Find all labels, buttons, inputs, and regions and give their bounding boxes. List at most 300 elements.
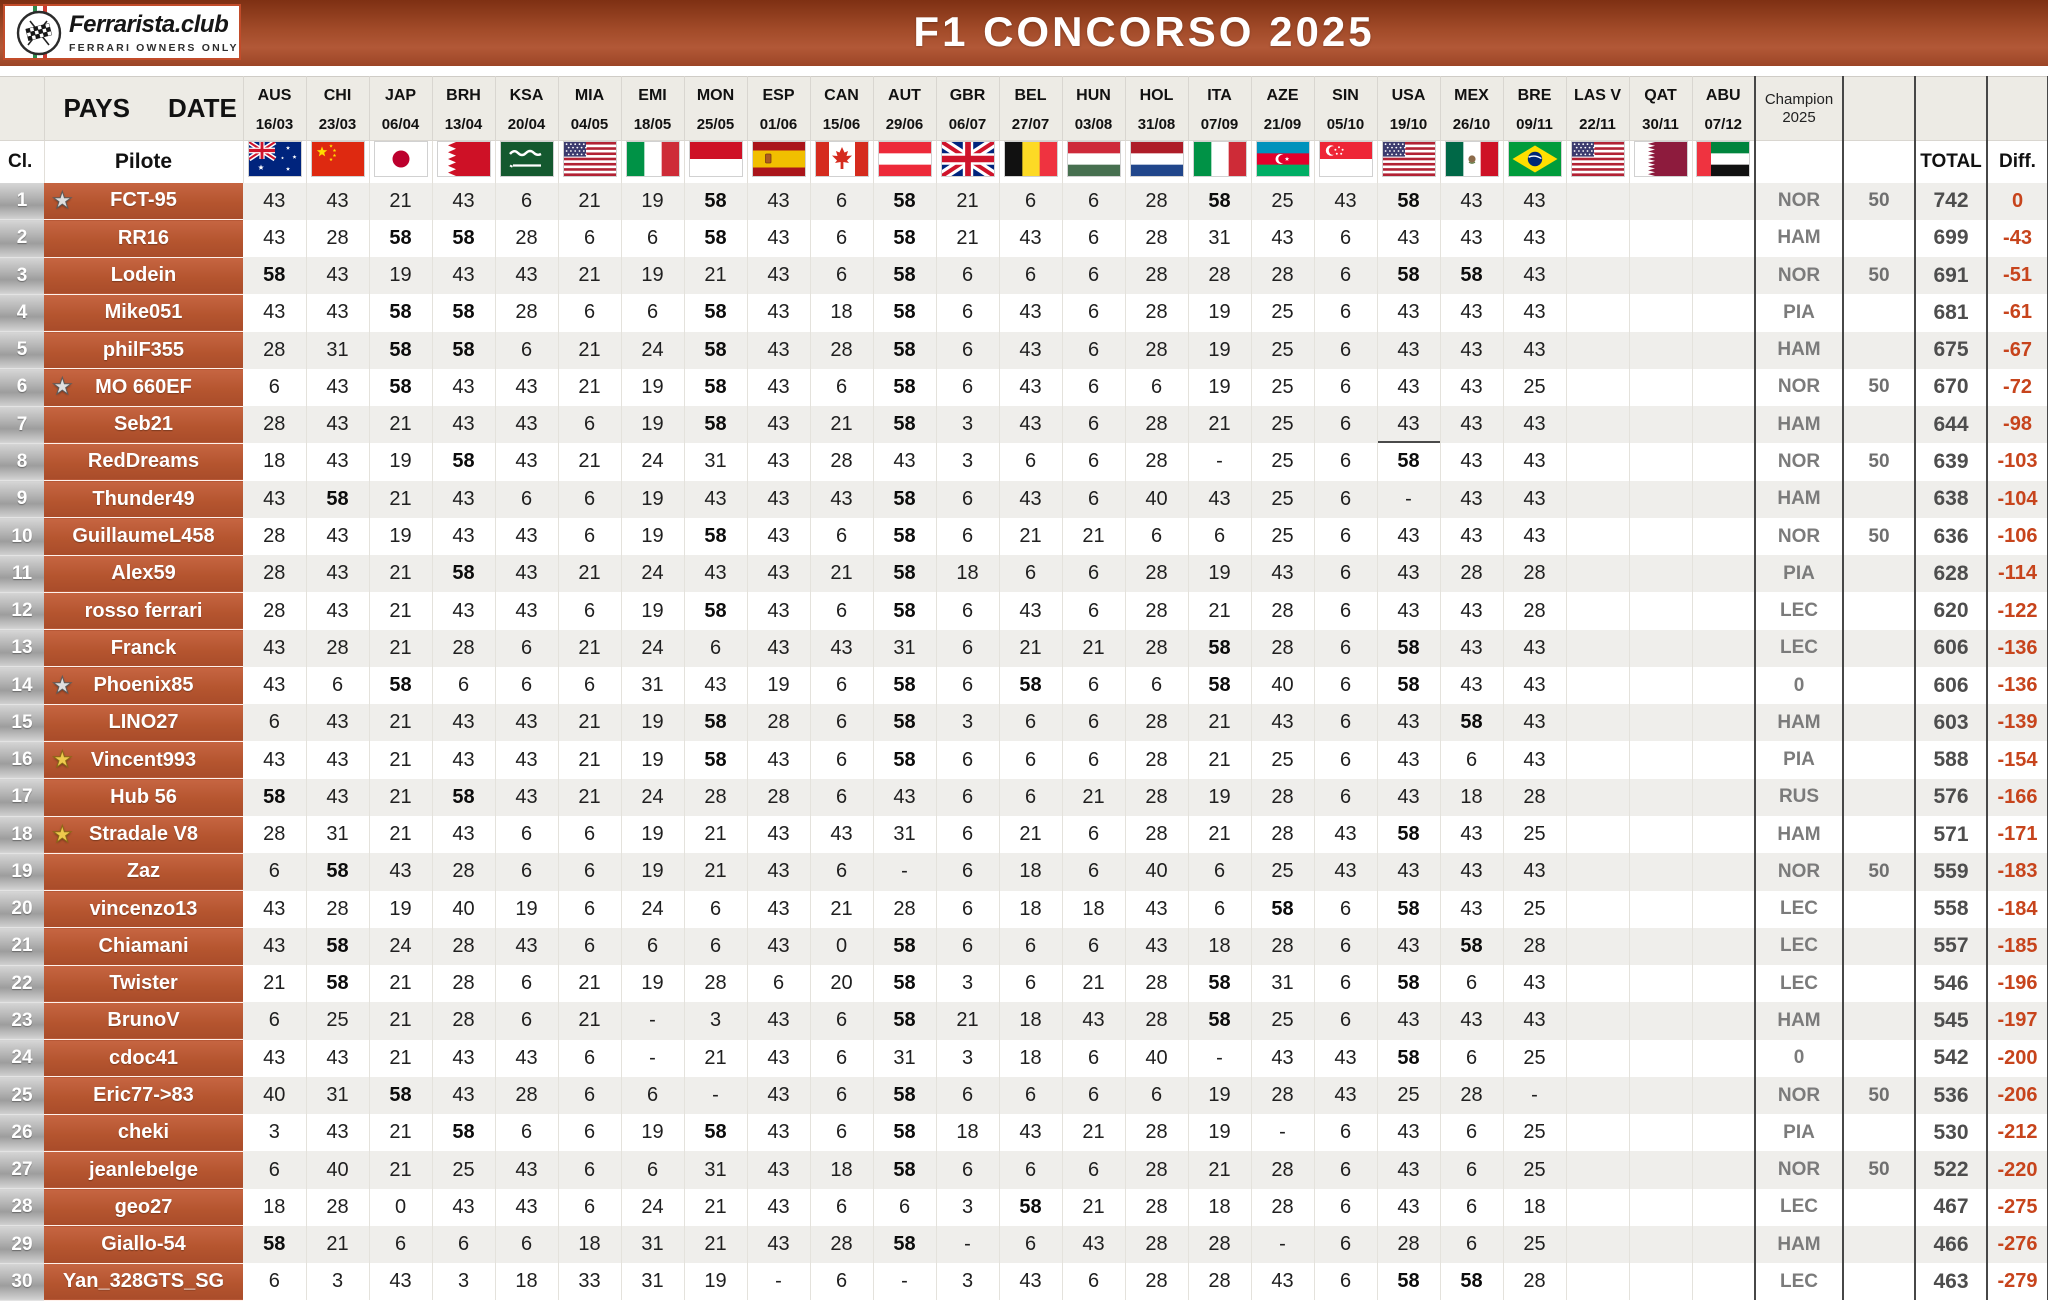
score-cell: 43 bbox=[495, 1151, 558, 1188]
score-cell: 28 bbox=[1125, 406, 1188, 443]
pilot-cell bbox=[44, 630, 243, 667]
race-header-aut: AUT 29/06 bbox=[873, 77, 936, 141]
score-cell bbox=[1566, 630, 1629, 667]
score-cell: 21 bbox=[369, 965, 432, 1002]
race-header-lasv: LAS V 22/11 bbox=[1566, 77, 1629, 141]
score-cell: 43 bbox=[1440, 369, 1503, 406]
score-cell: 31 bbox=[306, 816, 369, 853]
pilot-name: RedDreams bbox=[87, 450, 200, 473]
score-cell: 6 bbox=[1314, 741, 1377, 778]
score-cell: 6 bbox=[1440, 1226, 1503, 1263]
score-cell: 6 bbox=[999, 779, 1062, 816]
score-cell bbox=[1692, 369, 1755, 406]
flag-uk-icon bbox=[942, 142, 994, 176]
score-cell: 6 bbox=[558, 891, 621, 928]
score-cell: 24 bbox=[621, 1189, 684, 1226]
score-cell: 6 bbox=[1062, 294, 1125, 331]
score-cell: 58 bbox=[873, 369, 936, 406]
score-cell: 43 bbox=[1377, 1189, 1440, 1226]
table-row bbox=[0, 853, 2048, 890]
score-cell: 58 bbox=[873, 965, 936, 1002]
pays-label: PAYS bbox=[63, 93, 130, 123]
diff-header-blank bbox=[1987, 77, 2048, 141]
score-cell bbox=[1692, 704, 1755, 741]
score-cell: 3 bbox=[306, 1263, 369, 1300]
score-cell: 28 bbox=[747, 779, 810, 816]
score-cell: 43 bbox=[1377, 928, 1440, 965]
rank-cell: 8 bbox=[0, 443, 44, 480]
score-cell: 43 bbox=[306, 1040, 369, 1077]
flag-cell bbox=[621, 141, 684, 183]
score-cell: 6 bbox=[999, 257, 1062, 294]
pilot-name: Chiamani bbox=[98, 934, 189, 957]
score-cell: 43 bbox=[306, 1114, 369, 1151]
score-cell: 6 bbox=[495, 630, 558, 667]
race-header-usa: USA 19/10 bbox=[1377, 77, 1440, 141]
score-cell bbox=[1692, 294, 1755, 331]
score-cell: 18 bbox=[1062, 891, 1125, 928]
pilot-cell bbox=[44, 928, 243, 965]
score-cell bbox=[1566, 1040, 1629, 1077]
score-cell: 43 bbox=[1503, 704, 1566, 741]
score-cell: 43 bbox=[1503, 294, 1566, 331]
score-cell: 58 bbox=[1440, 928, 1503, 965]
rank-cell: 25 bbox=[0, 1077, 44, 1114]
score-cell: 6 bbox=[558, 220, 621, 257]
score-cell: 6 bbox=[1062, 332, 1125, 369]
score-cell bbox=[1629, 592, 1692, 629]
score-cell: 43 bbox=[1314, 816, 1377, 853]
score-cell: 3 bbox=[936, 1263, 999, 1300]
flag-uae-icon bbox=[1697, 142, 1749, 176]
table-row bbox=[0, 518, 2048, 555]
score-cell: 6 bbox=[621, 220, 684, 257]
score-cell: 43 bbox=[243, 630, 306, 667]
score-cell: 19 bbox=[621, 853, 684, 890]
score-cell: 25 bbox=[1503, 1151, 1566, 1188]
total-cell: 606 bbox=[1915, 630, 1987, 667]
score-cell: 58 bbox=[432, 443, 495, 480]
score-cell: 6 bbox=[1125, 667, 1188, 704]
race-header-esp: ESP 01/06 bbox=[747, 77, 810, 141]
score-cell: 6 bbox=[936, 1077, 999, 1114]
score-cell: 6 bbox=[684, 630, 747, 667]
rank-cell: 26 bbox=[0, 1114, 44, 1151]
score-cell bbox=[1692, 406, 1755, 443]
score-cell: 43 bbox=[1503, 332, 1566, 369]
score-cell bbox=[1629, 369, 1692, 406]
rank-cell: 15 bbox=[0, 704, 44, 741]
score-cell: 43 bbox=[999, 332, 1062, 369]
score-cell: 19 bbox=[369, 891, 432, 928]
score-cell: 6 bbox=[999, 555, 1062, 592]
score-cell bbox=[1629, 518, 1692, 555]
bonus-cell bbox=[1843, 220, 1915, 257]
score-cell: 58 bbox=[684, 741, 747, 778]
score-cell: 28 bbox=[684, 779, 747, 816]
pilot-name: Eric77->83 bbox=[93, 1084, 194, 1106]
flag-canada-icon bbox=[816, 142, 868, 176]
pilot-name: Zaz bbox=[126, 860, 161, 883]
score-cell: 58 bbox=[369, 667, 432, 704]
race-header-aze: AZE 21/09 bbox=[1251, 77, 1314, 141]
total-cell: 466 bbox=[1915, 1226, 1987, 1263]
score-cell: 31 bbox=[684, 1151, 747, 1188]
champion-cell: NOR bbox=[1755, 369, 1843, 406]
score-cell bbox=[1692, 891, 1755, 928]
total-cell: 628 bbox=[1915, 555, 1987, 592]
score-cell: 43 bbox=[495, 555, 558, 592]
score-cell: 21 bbox=[1062, 965, 1125, 1002]
score-cell: 28 bbox=[432, 965, 495, 1002]
rank-cell: 22 bbox=[0, 965, 44, 1002]
diff-cell: -43 bbox=[1987, 220, 2048, 257]
score-cell: 43 bbox=[1377, 741, 1440, 778]
score-cell: 40 bbox=[1125, 481, 1188, 518]
diff-cell: -200 bbox=[1987, 1040, 2048, 1077]
score-cell: 6 bbox=[1062, 704, 1125, 741]
total-cell: 545 bbox=[1915, 1002, 1987, 1039]
score-cell: 28 bbox=[1503, 779, 1566, 816]
score-cell: 6 bbox=[936, 667, 999, 704]
score-cell: 21 bbox=[558, 741, 621, 778]
score-cell: 21 bbox=[1188, 592, 1251, 629]
rank-cell: 11 bbox=[0, 555, 44, 592]
table-row bbox=[0, 1040, 2048, 1077]
flag-australia-icon bbox=[249, 142, 301, 176]
score-cell: 19 bbox=[621, 481, 684, 518]
score-cell bbox=[1629, 1189, 1692, 1226]
table-row bbox=[0, 1151, 2048, 1188]
rank-cell: 13 bbox=[0, 630, 44, 667]
score-cell: 18 bbox=[243, 443, 306, 480]
score-cell: 43 bbox=[243, 294, 306, 331]
score-cell: 58 bbox=[684, 369, 747, 406]
score-cell bbox=[1692, 518, 1755, 555]
cl-column-header: Cl. bbox=[0, 141, 44, 183]
score-cell: 28 bbox=[1125, 816, 1188, 853]
flag-austria-icon bbox=[879, 142, 931, 176]
rank-cell: 16 bbox=[0, 741, 44, 778]
diff-cell: -171 bbox=[1987, 816, 2048, 853]
score-cell: 3 bbox=[936, 1189, 999, 1226]
pilot-cell bbox=[44, 853, 243, 890]
score-cell bbox=[1566, 443, 1629, 480]
score-cell: 6 bbox=[1062, 555, 1125, 592]
pilot-name: Phoenix85 bbox=[93, 674, 194, 697]
score-cell: 21 bbox=[1062, 630, 1125, 667]
score-cell: 43 bbox=[747, 741, 810, 778]
score-cell: 43 bbox=[1377, 1114, 1440, 1151]
table-row bbox=[0, 779, 2048, 816]
rank-cell: 3 bbox=[0, 257, 44, 294]
score-cell: 19 bbox=[621, 406, 684, 443]
pilot-cell bbox=[44, 220, 243, 257]
score-cell: 43 bbox=[432, 518, 495, 555]
score-cell bbox=[1629, 443, 1692, 480]
pilot-cell bbox=[44, 518, 243, 555]
score-cell: - bbox=[747, 1263, 810, 1300]
score-cell: 43 bbox=[306, 518, 369, 555]
score-cell: 6 bbox=[1314, 257, 1377, 294]
score-cell: 28 bbox=[306, 1189, 369, 1226]
score-cell: 58 bbox=[1377, 891, 1440, 928]
table-row bbox=[0, 332, 2048, 369]
champion-cell: RUS bbox=[1755, 779, 1843, 816]
score-cell: 43 bbox=[1125, 928, 1188, 965]
score-cell: 43 bbox=[1440, 816, 1503, 853]
score-cell: 43 bbox=[243, 1040, 306, 1077]
score-cell: 6 bbox=[1440, 1189, 1503, 1226]
ferrarista-logo bbox=[3, 4, 241, 60]
total-cell: 644 bbox=[1915, 406, 1987, 443]
score-cell: 58 bbox=[873, 294, 936, 331]
score-cell: 25 bbox=[1503, 1226, 1566, 1263]
score-cell: - bbox=[1251, 1114, 1314, 1151]
score-cell: 58 bbox=[1377, 965, 1440, 1002]
bonus-cell bbox=[1843, 294, 1915, 331]
score-cell: 6 bbox=[558, 1077, 621, 1114]
race-header-brh: BRH 13/04 bbox=[432, 77, 495, 141]
score-cell bbox=[1566, 1002, 1629, 1039]
score-cell: 43 bbox=[432, 816, 495, 853]
flag-japan-icon bbox=[375, 142, 427, 176]
pilot-name: BrunoV bbox=[107, 1009, 180, 1032]
pilot-name: Stradale V8 bbox=[89, 823, 198, 846]
score-cell: 43 bbox=[1377, 369, 1440, 406]
score-cell bbox=[1566, 518, 1629, 555]
diff-cell: -114 bbox=[1987, 555, 2048, 592]
score-cell: 6 bbox=[558, 1151, 621, 1188]
score-cell: 43 bbox=[873, 443, 936, 480]
score-cell: 19 bbox=[621, 1114, 684, 1151]
score-cell: 43 bbox=[1440, 1002, 1503, 1039]
champion-cell: LEC bbox=[1755, 630, 1843, 667]
score-cell: 28 bbox=[810, 332, 873, 369]
score-cell bbox=[1692, 630, 1755, 667]
score-cell: 21 bbox=[1062, 1189, 1125, 1226]
score-cell: 19 bbox=[621, 965, 684, 1002]
score-cell bbox=[1692, 928, 1755, 965]
score-cell: 6 bbox=[1314, 704, 1377, 741]
diff-cell: -276 bbox=[1987, 1226, 2048, 1263]
score-cell: 43 bbox=[432, 592, 495, 629]
score-cell: 24 bbox=[621, 779, 684, 816]
score-cell: 6 bbox=[1314, 1263, 1377, 1300]
score-cell: - bbox=[873, 1263, 936, 1300]
table-row bbox=[0, 816, 2048, 853]
champion-cell: 0 bbox=[1755, 667, 1843, 704]
table-row bbox=[0, 1077, 2048, 1114]
score-cell bbox=[1692, 965, 1755, 1002]
score-cell: 21 bbox=[369, 592, 432, 629]
race-header-bre: BRE 09/11 bbox=[1503, 77, 1566, 141]
score-cell: 43 bbox=[684, 667, 747, 704]
score-cell: 6 bbox=[810, 667, 873, 704]
flag-cell bbox=[243, 141, 306, 183]
score-cell bbox=[1566, 1151, 1629, 1188]
score-cell: 28 bbox=[1251, 928, 1314, 965]
flag-qatar-icon bbox=[1635, 142, 1687, 176]
score-cell: 28 bbox=[495, 294, 558, 331]
score-cell: 6 bbox=[810, 1077, 873, 1114]
score-cell: 43 bbox=[1377, 518, 1440, 555]
score-cell: 28 bbox=[1188, 257, 1251, 294]
pilot-cell bbox=[44, 965, 243, 1002]
score-cell: 43 bbox=[432, 369, 495, 406]
score-cell: 28 bbox=[243, 555, 306, 592]
score-cell bbox=[1629, 965, 1692, 1002]
champion-cell: PIA bbox=[1755, 294, 1843, 331]
score-cell: 6 bbox=[369, 1226, 432, 1263]
score-cell: 43 bbox=[1503, 741, 1566, 778]
score-cell: 31 bbox=[621, 667, 684, 704]
score-cell bbox=[1566, 853, 1629, 890]
silver-star-icon: ★ bbox=[52, 671, 73, 698]
rank-cell: 4 bbox=[0, 294, 44, 331]
table-row bbox=[0, 1002, 2048, 1039]
score-cell bbox=[1629, 220, 1692, 257]
pilot-name: Mike051 bbox=[104, 301, 183, 324]
flag-netherlands-icon bbox=[1131, 142, 1183, 176]
bonus-cell bbox=[1843, 779, 1915, 816]
score-cell bbox=[1566, 257, 1629, 294]
rank-cell: 30 bbox=[0, 1263, 44, 1300]
score-cell: 58 bbox=[1188, 183, 1251, 220]
score-cell: 43 bbox=[999, 592, 1062, 629]
score-cell: 6 bbox=[558, 816, 621, 853]
champion-flagrow-blank bbox=[1755, 141, 1843, 183]
score-cell: 28 bbox=[495, 1077, 558, 1114]
total-cell: 542 bbox=[1915, 1040, 1987, 1077]
table-row bbox=[0, 592, 2048, 629]
spacer bbox=[0, 66, 2048, 76]
score-cell: 6 bbox=[810, 1263, 873, 1300]
score-cell: 19 bbox=[1188, 332, 1251, 369]
bonus-cell: 50 bbox=[1843, 1077, 1915, 1114]
score-cell: 6 bbox=[495, 1002, 558, 1039]
score-cell: 31 bbox=[621, 1226, 684, 1263]
champion-cell: LEC bbox=[1755, 1263, 1843, 1300]
score-cell: 0 bbox=[810, 928, 873, 965]
rank-cell: 2 bbox=[0, 220, 44, 257]
score-cell: 58 bbox=[873, 592, 936, 629]
score-cell: - bbox=[1188, 443, 1251, 480]
total-header: TOTAL bbox=[1915, 141, 1987, 183]
score-cell: 21 bbox=[810, 891, 873, 928]
score-cell: 43 bbox=[1377, 779, 1440, 816]
rank-cell: 6 bbox=[0, 369, 44, 406]
diff-cell: -185 bbox=[1987, 928, 2048, 965]
score-cell: 21 bbox=[936, 183, 999, 220]
score-cell: 19 bbox=[369, 443, 432, 480]
score-cell: 43 bbox=[243, 891, 306, 928]
score-cell: 6 bbox=[999, 741, 1062, 778]
score-cell: 6 bbox=[810, 704, 873, 741]
score-cell: 28 bbox=[432, 630, 495, 667]
flag-bahrain-icon bbox=[438, 142, 490, 176]
score-cell: 25 bbox=[1377, 1077, 1440, 1114]
diff-cell: -206 bbox=[1987, 1077, 2048, 1114]
total-cell: 467 bbox=[1915, 1189, 1987, 1226]
score-cell: 25 bbox=[1251, 332, 1314, 369]
pilot-cell bbox=[44, 1189, 243, 1226]
bonus-cell bbox=[1843, 667, 1915, 704]
bonus-cell bbox=[1843, 1040, 1915, 1077]
score-cell: 6 bbox=[558, 406, 621, 443]
score-cell: 43 bbox=[495, 257, 558, 294]
pilot-name: Alex59 bbox=[111, 562, 176, 585]
score-cell: 43 bbox=[495, 704, 558, 741]
pilot-cell bbox=[44, 704, 243, 741]
score-cell bbox=[1692, 816, 1755, 853]
score-cell bbox=[1629, 1226, 1692, 1263]
score-cell bbox=[1692, 1226, 1755, 1263]
score-cell: 25 bbox=[1251, 1002, 1314, 1039]
score-cell: 58 bbox=[243, 779, 306, 816]
score-cell: 6 bbox=[1314, 928, 1377, 965]
score-cell: 28 bbox=[747, 704, 810, 741]
score-cell: - bbox=[936, 1226, 999, 1263]
score-cell: 21 bbox=[369, 779, 432, 816]
score-cell: 58 bbox=[369, 332, 432, 369]
score-cell: 6 bbox=[1314, 667, 1377, 704]
score-cell: 43 bbox=[1377, 555, 1440, 592]
score-cell: 58 bbox=[369, 1077, 432, 1114]
score-cell: 24 bbox=[621, 555, 684, 592]
score-cell: 58 bbox=[873, 1151, 936, 1188]
score-cell: 28 bbox=[810, 443, 873, 480]
total-cell: 620 bbox=[1915, 592, 1987, 629]
pilot-name: geo27 bbox=[114, 1195, 173, 1218]
score-cell: 58 bbox=[1377, 667, 1440, 704]
score-cell: 6 bbox=[684, 928, 747, 965]
score-cell: 43 bbox=[432, 406, 495, 443]
score-cell: 19 bbox=[621, 518, 684, 555]
pilot-name: LINO27 bbox=[108, 711, 179, 734]
score-cell: 6 bbox=[1314, 1114, 1377, 1151]
race-header-emi: EMI 18/05 bbox=[621, 77, 684, 141]
total-cell: 670 bbox=[1915, 369, 1987, 406]
score-cell: 25 bbox=[1251, 481, 1314, 518]
score-cell: 58 bbox=[243, 257, 306, 294]
score-cell: - bbox=[1503, 1077, 1566, 1114]
score-cell: 43 bbox=[306, 294, 369, 331]
score-cell: 21 bbox=[306, 1226, 369, 1263]
score-cell: 6 bbox=[1188, 891, 1251, 928]
score-cell: 6 bbox=[1062, 1077, 1125, 1114]
score-cell bbox=[1566, 406, 1629, 443]
total-cell: 691 bbox=[1915, 257, 1987, 294]
champion-cell: 0 bbox=[1755, 1040, 1843, 1077]
score-cell bbox=[1566, 1226, 1629, 1263]
diff-cell: -106 bbox=[1987, 518, 2048, 555]
table-row bbox=[0, 630, 2048, 667]
flag-cell bbox=[495, 141, 558, 183]
table-row bbox=[0, 704, 2048, 741]
flag-cell bbox=[1503, 141, 1566, 183]
rank-cell: 17 bbox=[0, 779, 44, 816]
score-cell: 19 bbox=[495, 891, 558, 928]
score-cell: 58 bbox=[873, 481, 936, 518]
champion-cell: HAM bbox=[1755, 406, 1843, 443]
score-cell: 58 bbox=[1377, 816, 1440, 853]
score-cell: 43 bbox=[432, 1040, 495, 1077]
bonus-cell bbox=[1843, 481, 1915, 518]
flag-cell bbox=[810, 141, 873, 183]
score-cell: 31 bbox=[306, 1077, 369, 1114]
score-cell: 28 bbox=[1251, 1189, 1314, 1226]
